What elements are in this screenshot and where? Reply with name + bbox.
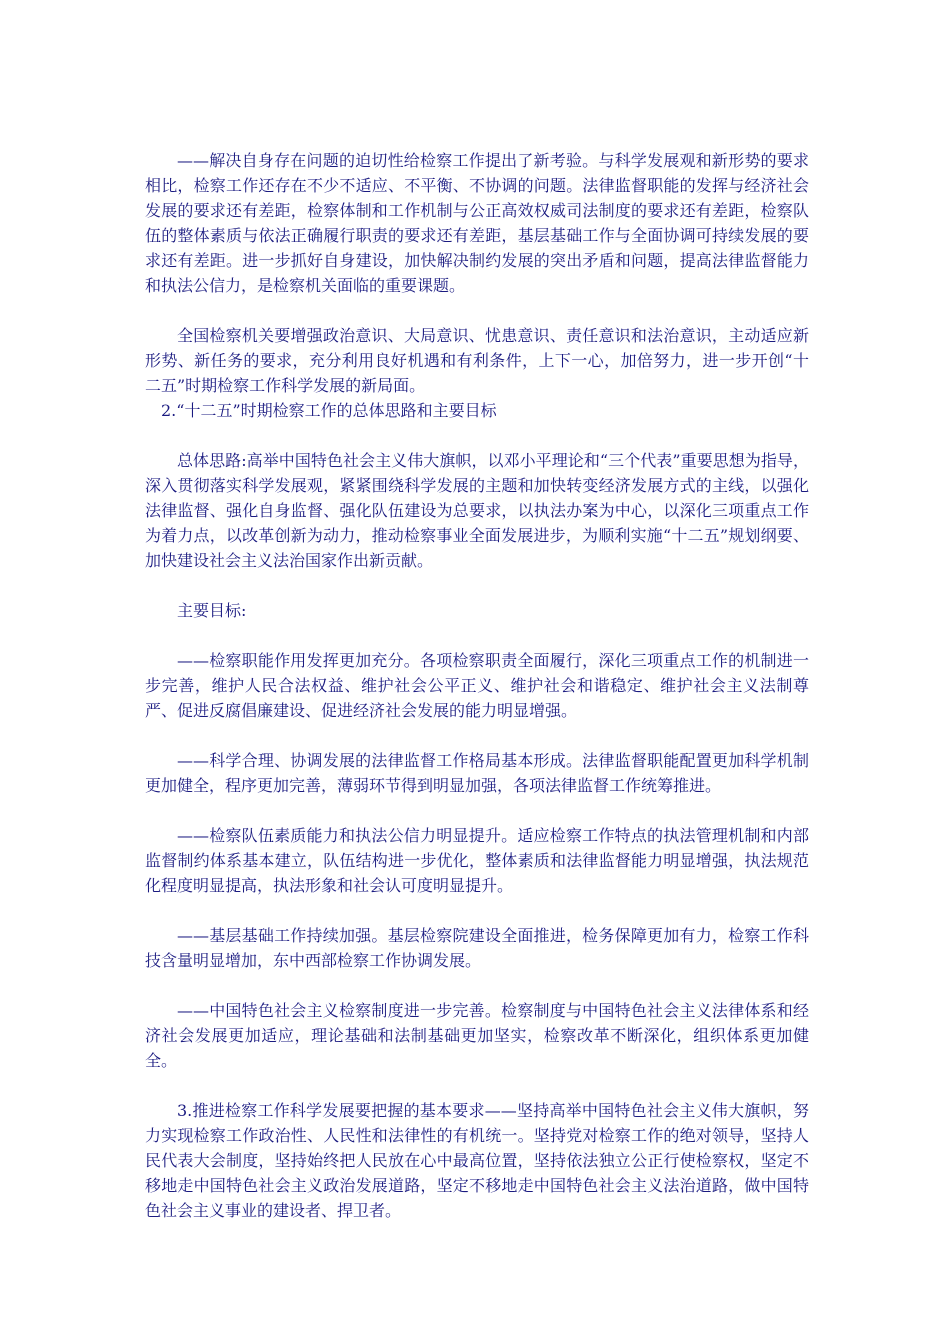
section-heading-2: 2.“十二五”时期检察工作的总体思路和主要目标 <box>161 401 497 420</box>
spacer <box>145 973 809 998</box>
spacer <box>145 898 809 923</box>
paragraph-basic-requirements: 3.推进检察工作科学发展要把握的基本要求——坚持高举中国特色社会主义伟大旗帜，努力实现检察工作政治性、人民性和法律性的有机统一。坚持党对检察工作的绝对领导，坚持人民代表大会制度，坚持始终把人民放在心中最高位置，坚持依法独立公正行使检察权，坚定不移地走中国特色社会主义政治发展道路，坚定不移地走中国特色社会主义法治道路，做中国特色社会主义事业的建设者、捍卫者。 <box>145 1101 809 1220</box>
paragraph-main-goals-label: 主要目标: <box>177 601 247 620</box>
goal-item-2: ——科学合理、协调发展的法律监督工作格局基本形成。法律监督职能配置更加科学机制更加健全，程序更加完善，薄弱环节得到明显加强，各项法律监督工作统筹推进。 <box>145 751 809 795</box>
paragraph-new-challenge: ——解决自身存在问题的迫切性给检察工作提出了新考验。与科学发展观和新形势的要求相比，检察工作还存在不少不适应、不平衡、不协调的问题。法律监督职能的发挥与经济社会发展的要求还有差距，检察体制和工作机制与公正高效权威司法制度的要求还有差距，检察队伍的整体素质与依法正确履行职责的要求还有差距，基层基础工作与全面协调可持续发展的要求还有差距。进一步抓好自身建设，加快解决制约发展的突出矛盾和问题，提高法律监督能力和执法公信力，是检察机关面临的重要课题。 <box>145 151 809 295</box>
spacer <box>145 623 809 648</box>
spacer <box>145 723 809 748</box>
spacer <box>145 298 809 323</box>
spacer <box>145 1073 809 1098</box>
goal-item-1: ——检察职能作用发挥更加充分。各项检察职责全面履行，深化三项重点工作的机制进一步完善，维护人民合法权益、维护社会公平正义、维护社会和谐稳定、维护社会主义法制尊严、促进反腐倡廉建设、促进经济社会发展的能力明显增强。 <box>145 651 809 720</box>
spacer <box>145 423 809 448</box>
spacer <box>145 573 809 598</box>
goal-item-5: ——中国特色社会主义检察制度进一步完善。检察制度与中国特色社会主义法律体系和经济社会发展更加适应，理论基础和法制基础更加坚实，检察改革不断深化，组织体系更加健全。 <box>145 1001 809 1070</box>
goal-item-4: ——基层基础工作持续加强。基层检察院建设全面推进，检务保障更加有力，检察工作科技含量明显增加，东中西部检察工作协调发展。 <box>145 926 809 970</box>
document-body <box>145 148 809 1223</box>
paragraph-awareness: 全国检察机关要增强政治意识、大局意识、忧患意识、责任意识和法治意识，主动适应新形势、新任务的要求，充分利用良好机遇和有利条件，上下一心，加倍努力，进一步开创“十二五”时期检察工作科学发展的新局面。 <box>145 326 809 395</box>
paragraph-overall-approach: 总体思路:高举中国特色社会主义伟大旗帜，以邓小平理论和“三个代表”重要思想为指导，深入贯彻落实科学发展观，紧紧围绕科学发展的主题和加快转变经济发展方式的主线，以强化法律监督、强化自身监督、强化队伍建设为总要求，以执法办案为中心，以深化三项重点工作为着力点，以改革创新为动力，推动检察事业全面发展进步，为顺利实施“十二五”规划纲要、加快建设社会主义法治国家作出新贡献。 <box>145 451 809 570</box>
spacer <box>145 798 809 823</box>
goal-item-3: ——检察队伍素质能力和执法公信力明显提升。适应检察工作特点的执法管理机制和内部监督制约体系基本建立，队伍结构进一步优化，整体素质和法律监督能力明显增强，执法规范化程度明显提高，执法形象和社会认可度明显提升。 <box>145 826 809 895</box>
